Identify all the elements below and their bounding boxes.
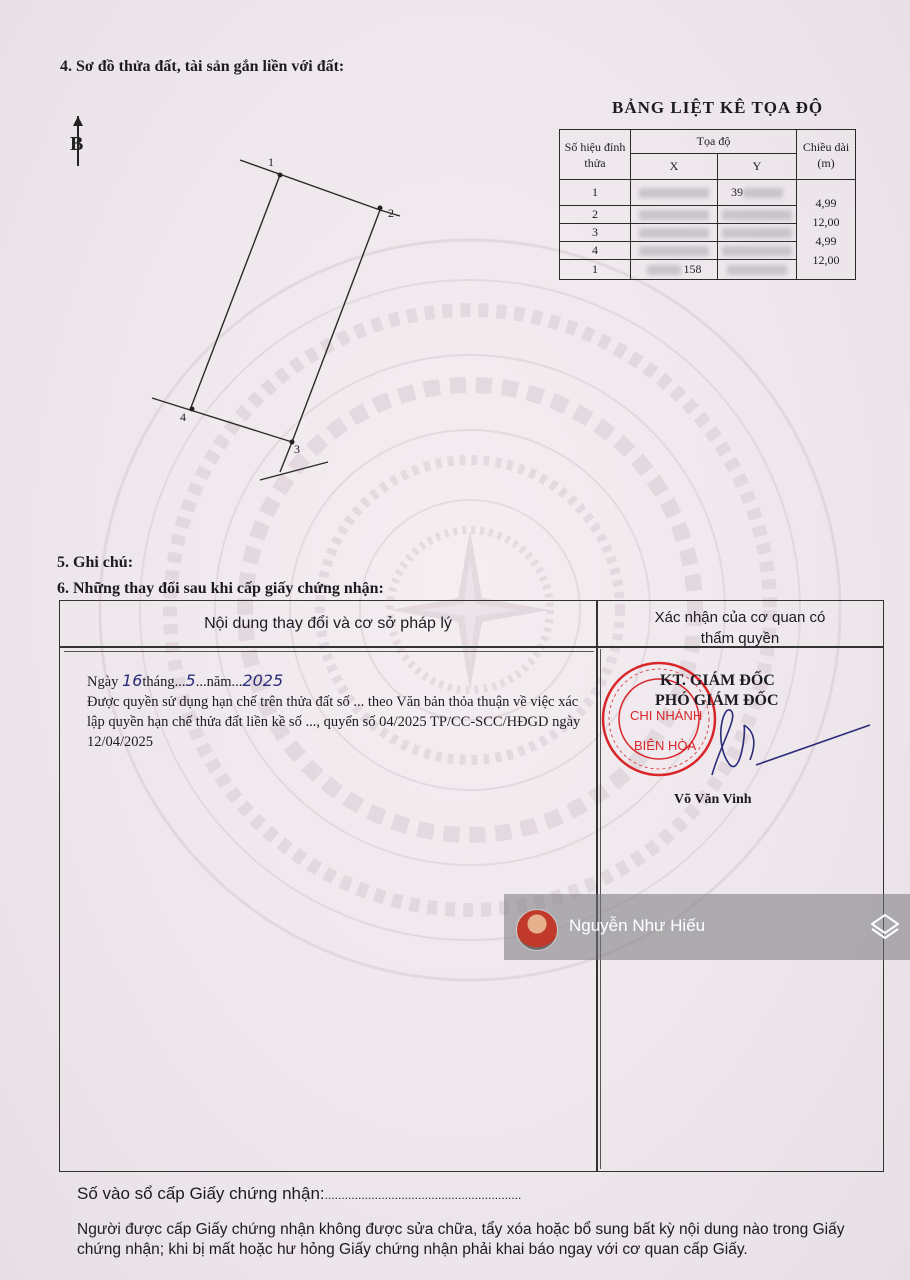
header-y: Y [718,154,797,180]
inner-border [64,651,594,652]
vertex-label-2: 2 [388,206,394,220]
confirm-column-header: Xác nhận của cơ quan có thẩm quyền [654,609,826,647]
coordinate-table-title: BẢNG LIỆT KÊ TỌA ĐỘ [612,98,824,117]
section-5-heading: 5. Ghi chú: [57,554,134,571]
handwritten-month: 5 [185,671,196,690]
stamp-text-1: CHI NHÁNH [630,708,703,723]
header-length: Chiều dài (m) [797,130,856,180]
land-plot-diagram [140,150,420,490]
handwritten-day: 16 [122,671,143,690]
registry-line [77,1184,521,1204]
change-entry [87,671,587,752]
coordinate-table [559,129,856,280]
north-arrow-icon [66,116,90,168]
registry-value: ........................................................... [324,1188,522,1202]
length-value: 4,99 [815,234,837,248]
legal-notice: Người được cấp Giấy chứng nhận không được sửa chữa, tẩy xóa hoặc bổ sung bất kỳ nội dung nào trong Giấy chứng nhận; khi bị mất hoặc hư hỏng Giấy chứng nhận phải khai báo ngay với cơ quan cấp Giấy. [77,1221,845,1258]
row-x [631,180,718,206]
header-x: X [631,154,718,180]
length-value: 4,99 [815,196,837,210]
vertex-label-1: 1 [268,155,274,169]
svg-text:B: B [70,133,84,155]
signer-name: Võ Văn Vinh [674,792,752,807]
length-value: 12,00 [812,253,840,267]
section-6-heading: 6. Những thay đổi sau khi cấp giấy chứng nhận: [57,580,384,597]
registry-label: Số vào sổ cấp Giấy chứng nhận: [77,1184,325,1203]
length-value: 12,00 [812,215,840,229]
row-x [631,206,718,224]
vertex-label-3: 3 [294,442,300,456]
section-4-heading: 4. Sơ đồ thửa đất, tài sản gắn liền với đất: [60,58,345,75]
row-y [718,224,797,242]
row-y [718,260,797,280]
avatar[interactable] [516,909,558,951]
lengths-cell [797,180,856,280]
layers-icon[interactable] [870,912,900,942]
signer-title-1: KT. GIÁM ĐỐC [660,672,775,689]
row-point: 1 [560,260,631,280]
entry-body: Được quyền sử dụng hạn chế trên thửa đất số ... theo Văn bản thỏa thuận về việc xác lập quyền hạn chế thửa đất liền kề số ..., quyển số 04/2025 TP/CC-SCC/HĐGD ngày 12/04/2025 [87,694,581,750]
row-y: 39 [718,180,797,206]
row-x [631,224,718,242]
row-point: 3 [560,224,631,242]
stamp-text-2: BIÊN HÒA [634,738,697,753]
handwritten-signature [700,705,880,785]
row-point: 4 [560,242,631,260]
row-point: 2 [560,206,631,224]
user-overlay-banner[interactable] [504,894,910,960]
row-point: 1 [560,180,631,206]
content-column-header: Nội dung thay đổi và cơ sở pháp lý [204,615,452,632]
header-point: Số hiệu đỉnh thửa [560,130,631,180]
column-divider [596,601,598,1171]
entry-date: Ngày 16tháng...5...năm...2025 [87,671,284,690]
row-x: 158 [631,260,718,280]
row-y [718,242,797,260]
row-x [631,242,718,260]
signer-title-2: PHÓ GIÁM ĐỐC [655,692,779,709]
vertex-label-4: 4 [180,410,186,424]
header-coords: Tọa độ [631,130,797,154]
row-y [718,206,797,224]
user-name[interactable]: Nguyễn Như Hiếu [569,916,706,935]
handwritten-year: 2025 [242,671,284,690]
